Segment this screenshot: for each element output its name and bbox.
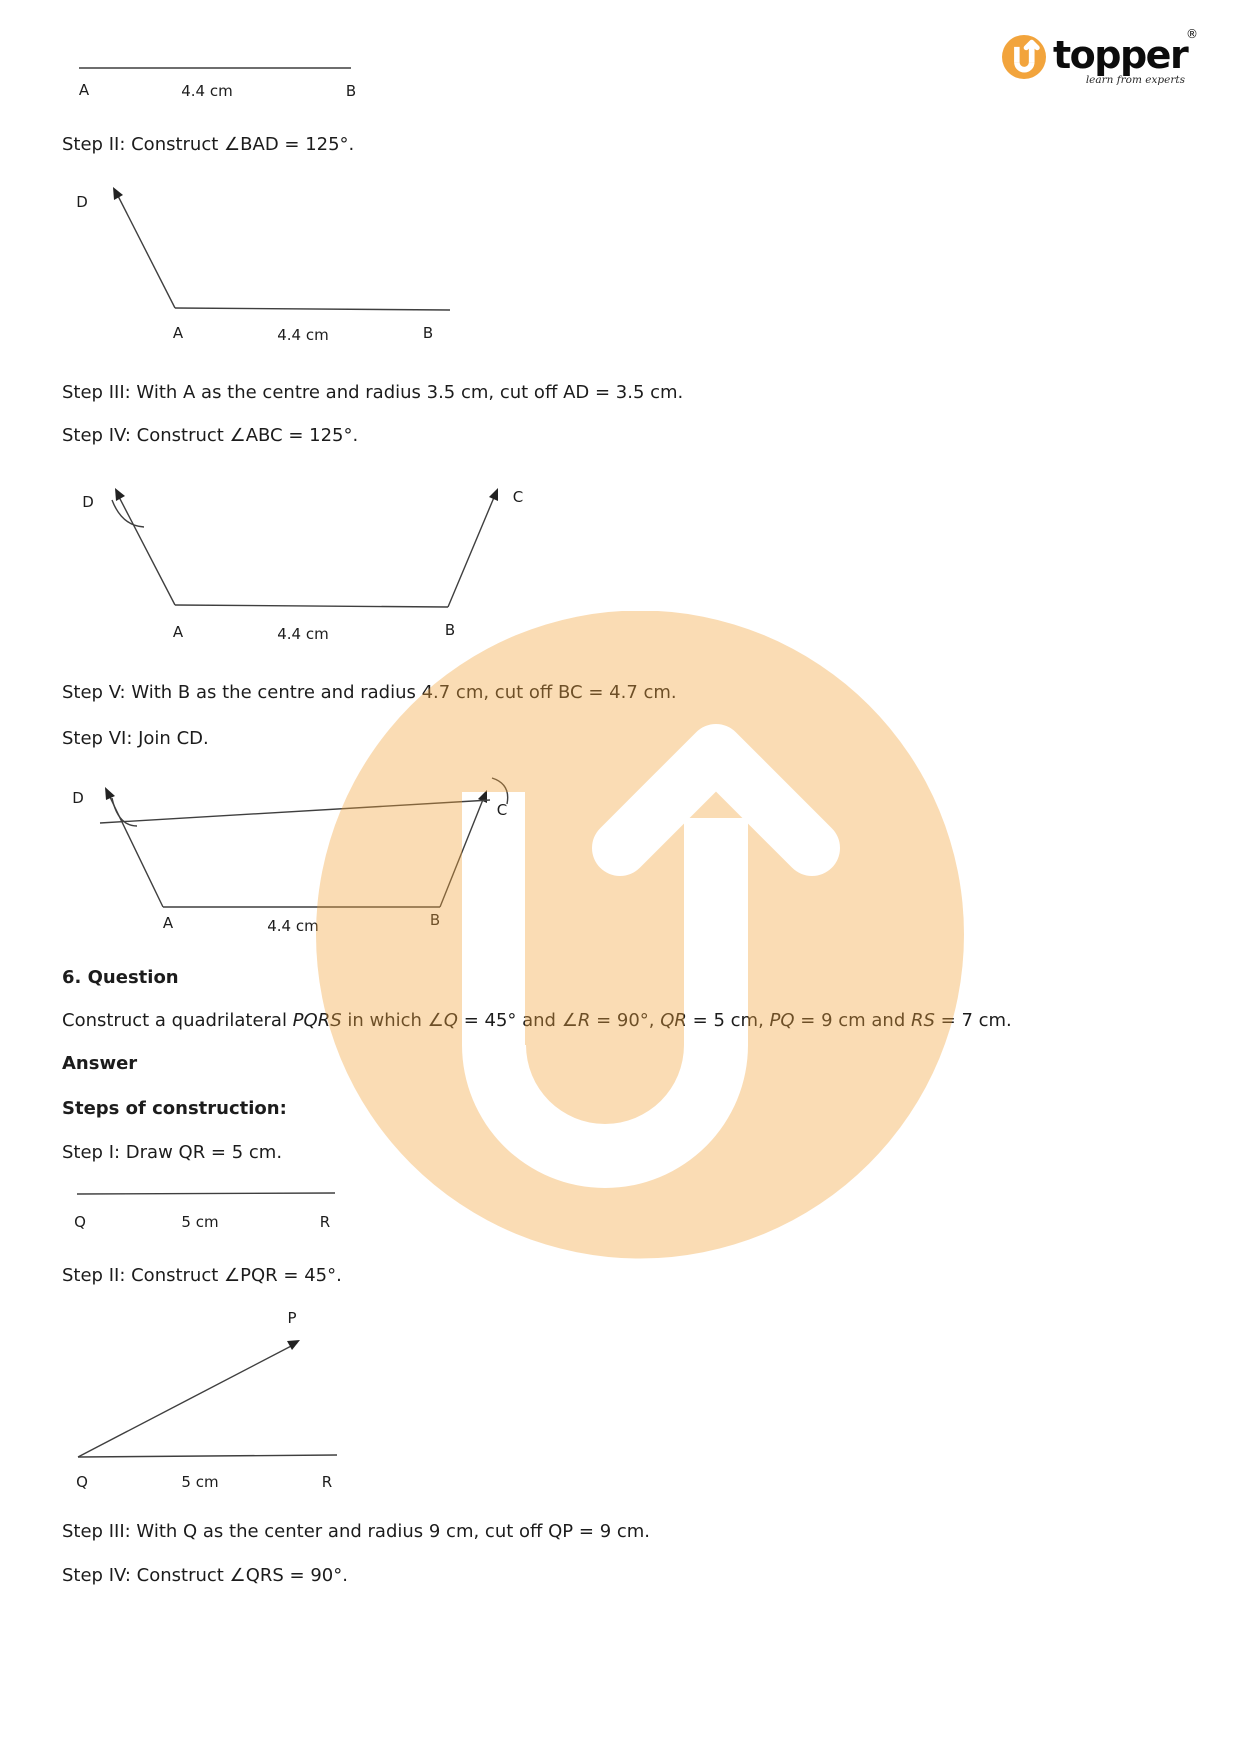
- point-d-label: D: [72, 789, 84, 807]
- length-qr-label: 5 cm: [181, 1473, 219, 1491]
- ray-qp-arrowhead: [287, 1340, 300, 1350]
- q6-step-3-text: Step III: With Q as the center and radius 9 cm, cut off QP = 9 cm.: [62, 1521, 651, 1542]
- ray-ad-arrowhead: [105, 787, 115, 800]
- q6-step-2-text: Step II: Construct ∠PQR = 45°.: [62, 1265, 342, 1286]
- segment-ab-line: [175, 308, 450, 310]
- segment-cd-line: [100, 800, 490, 823]
- length-qr-label: 5 cm: [181, 1213, 219, 1231]
- answer-heading: Answer: [62, 1053, 138, 1074]
- diagram-bad-angle: [60, 170, 460, 350]
- length-ab-label: 4.4 cm: [267, 917, 319, 935]
- question-seg-4: Q: [443, 1010, 458, 1031]
- steps-of-construction-heading: Steps of construction:: [62, 1098, 287, 1119]
- point-b-label: B: [429, 911, 441, 929]
- step-4-text: Step IV: Construct ∠ABC = 125°.: [62, 425, 359, 446]
- ray-ad-arrowhead: [113, 187, 123, 200]
- point-q-label: Q: [74, 1213, 86, 1231]
- diagram-qr-segment: [60, 1175, 360, 1235]
- question-seg-14: = 7 cm.: [934, 1010, 1012, 1031]
- diagram-abc-angles: [60, 470, 540, 645]
- point-r-label: R: [319, 1213, 331, 1231]
- registered-trademark-symbol: ®: [1186, 27, 1198, 41]
- question-seg-5: = 45° and: [457, 1010, 562, 1031]
- ray-qp-line: [78, 1343, 297, 1457]
- ray-bc-line: [440, 797, 484, 907]
- diagram-quad-join: [55, 770, 535, 940]
- point-q-label: Q: [76, 1473, 88, 1491]
- brand-logo-icon: [1002, 35, 1046, 79]
- q6-step-1-text: Step I: Draw QR = 5 cm.: [62, 1142, 283, 1163]
- question-seg-13: RS: [910, 1010, 935, 1031]
- ray-ad-line: [118, 495, 175, 605]
- question-seg-6: ∠: [561, 1010, 578, 1031]
- ray-ad-line: [116, 192, 175, 308]
- question-seg-10: = 5 cm,: [686, 1010, 770, 1031]
- ray-bc-line: [448, 495, 495, 607]
- question-seg-2: in which: [341, 1010, 428, 1031]
- segment-ab-line: [175, 605, 448, 607]
- point-a-label: A: [172, 623, 184, 641]
- question-text: [62, 1009, 1012, 1033]
- step-3-text: Step III: With A as the centre and radius 3.5 cm, cut off AD = 3.5 cm.: [62, 382, 684, 403]
- point-a-label: A: [78, 81, 90, 99]
- brand-tagline: learn from experts: [1085, 74, 1185, 86]
- question-seg-1: PQRS: [292, 1010, 342, 1031]
- question-heading: 6. Question: [62, 967, 179, 988]
- q6-step-4-text: Step IV: Construct ∠QRS = 90°.: [62, 1565, 348, 1586]
- step-5-text: Step V: With B as the centre and radius 4.7 cm, cut off BC = 4.7 cm.: [62, 682, 677, 703]
- point-d-label: D: [76, 193, 88, 211]
- brand-wordmark: topper: [1053, 33, 1188, 77]
- point-r-label: R: [321, 1473, 333, 1491]
- point-a-label: A: [172, 324, 184, 342]
- point-b-label: B: [422, 324, 434, 342]
- point-c-label: C: [512, 488, 524, 506]
- segment-qr-line: [78, 1455, 337, 1457]
- step-6-text: Step VI: Join CD.: [62, 728, 209, 749]
- question-seg-12: = 9 cm and: [794, 1010, 911, 1031]
- length-ab-label: 4.4 cm: [277, 326, 329, 344]
- question-seg-7: R: [577, 1010, 591, 1031]
- point-b-label: B: [444, 621, 456, 639]
- step-2-text: Step II: Construct ∠BAD = 125°.: [62, 134, 355, 155]
- length-ab-label: 4.4 cm: [181, 82, 233, 100]
- point-p-label: P: [287, 1309, 297, 1327]
- point-c-label: C: [496, 801, 508, 819]
- length-ab-label: 4.4 cm: [277, 625, 329, 643]
- point-b-label: B: [345, 82, 357, 100]
- diagram-ab-segment: [60, 55, 380, 105]
- point-d-label: D: [82, 493, 94, 511]
- segment-qr-line: [77, 1193, 335, 1194]
- point-a-label: A: [162, 914, 174, 932]
- question-seg-0: Construct a quadrilateral: [62, 1010, 293, 1031]
- diagram-pqr-angle: [60, 1300, 380, 1500]
- question-seg-8: = 90°,: [590, 1010, 661, 1031]
- question-seg-9: QR: [660, 1010, 687, 1031]
- question-seg-3: ∠: [427, 1010, 444, 1031]
- question-seg-11: PQ: [769, 1010, 795, 1031]
